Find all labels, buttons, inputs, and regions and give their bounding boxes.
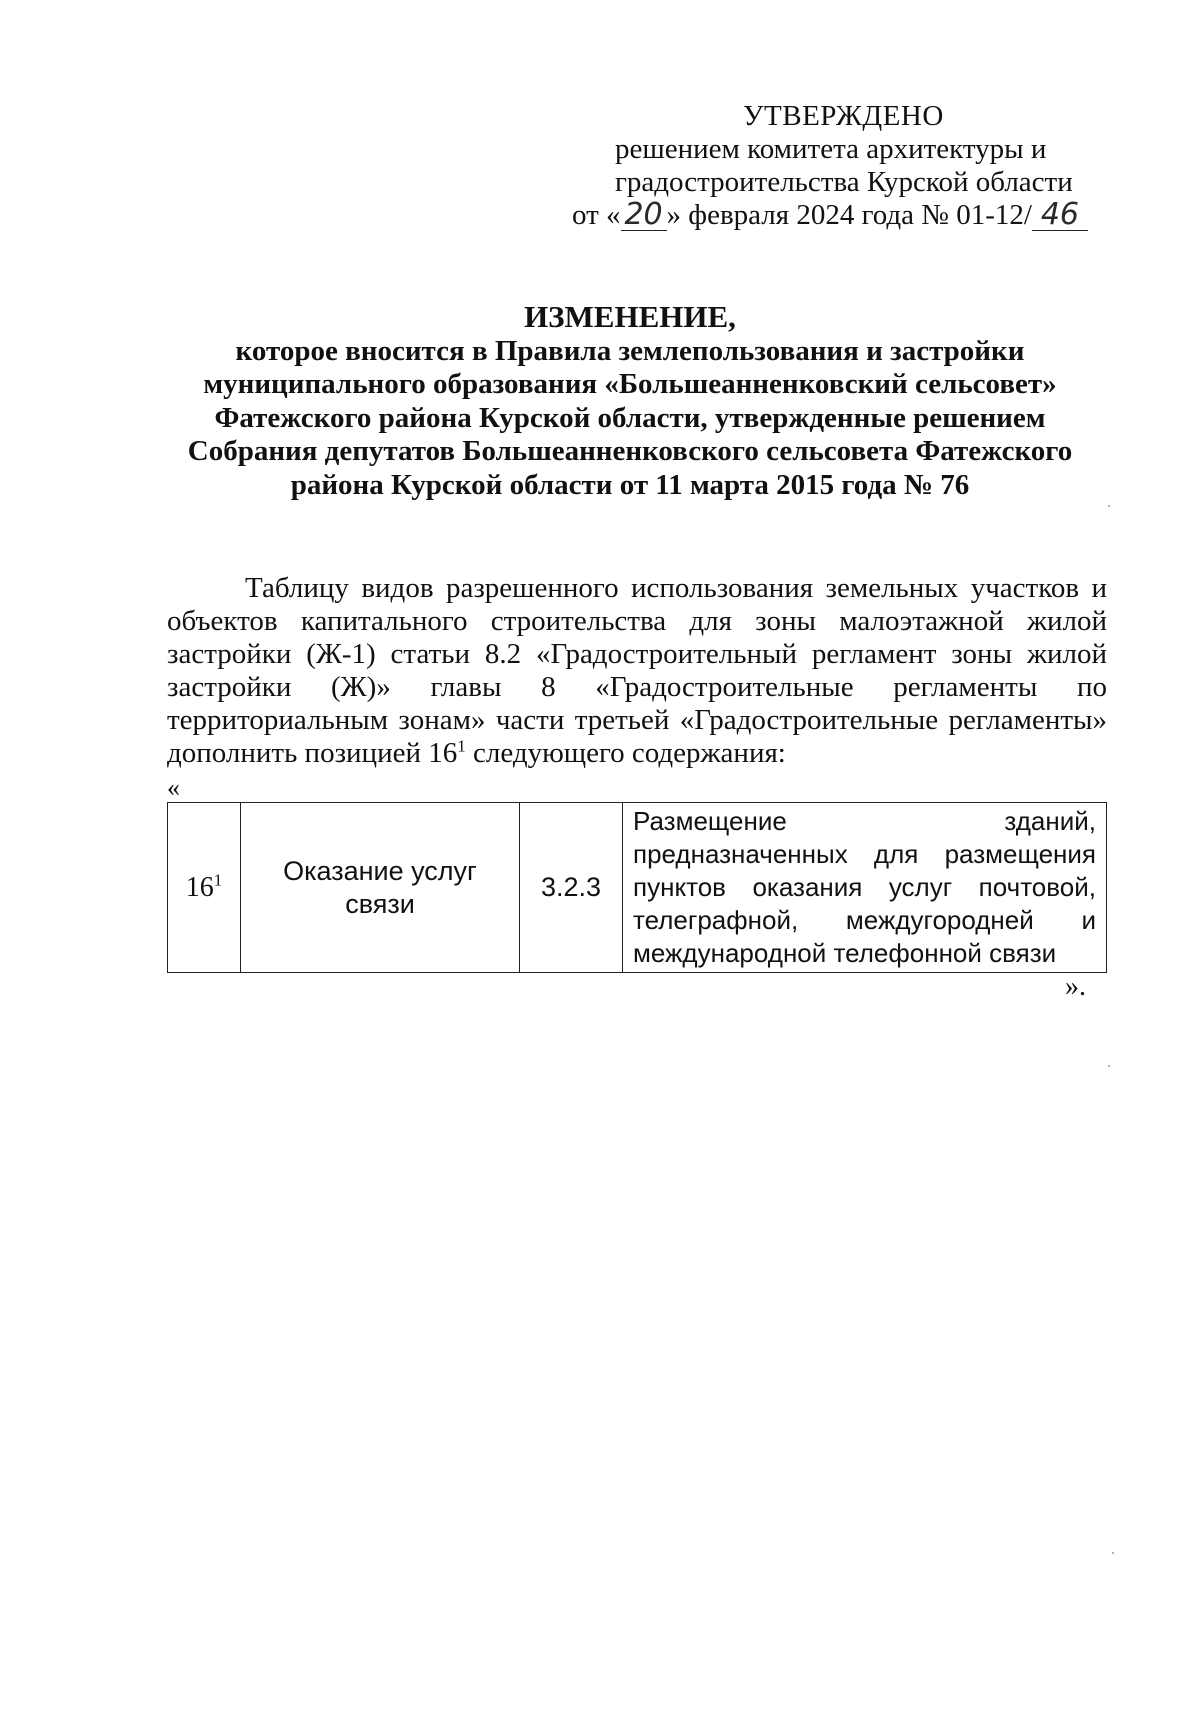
- row-number: 16: [185, 871, 214, 903]
- table-row: [168, 803, 1107, 973]
- heading-line-2: муниципального образования «Большеанненковский сельсовет»: [203, 368, 1057, 400]
- approval-line-2: градостроительства Курской области: [615, 166, 1073, 198]
- use-name-line-2: связи: [345, 888, 415, 919]
- scan-speck: [1108, 1065, 1110, 1067]
- description-line-3: пунктов оказания услуг почтовой,: [633, 872, 1096, 902]
- approval-line-1: решением комитета архитектуры и: [615, 133, 1047, 165]
- body-paragraph: [167, 572, 1107, 770]
- cell-name: [241, 803, 520, 973]
- approval-date-middle: » февраля 2024 года № 01-12/: [666, 199, 1032, 231]
- cell-description: [623, 803, 1107, 973]
- heading-line-5: района Курской области от 11 марта 2015 года № 76: [290, 468, 970, 501]
- approval-date-line: [560, 199, 1100, 232]
- land-use-table: [167, 802, 1107, 973]
- use-name-line-1: Оказание услуг: [283, 855, 477, 886]
- closing-quote: ».: [1065, 971, 1086, 1002]
- heading-main: ИЗМЕНЕНИЕ,: [524, 299, 736, 334]
- description-line-4: телеграфной, междугородней и: [633, 905, 1096, 935]
- heading-line-3: Фатежского района Курской области, утвержденные решением: [214, 401, 1046, 434]
- heading-line-4: Собрания депутатов Большеанненковского сельсовета Фатежского: [187, 435, 1073, 467]
- approval-title: УТВЕРЖДЕНО: [743, 100, 944, 132]
- scan-speck: [1108, 505, 1110, 507]
- description-line-2: предназначенных для размещения: [633, 839, 1096, 869]
- heading-line-1: которое вносится в Правила землепользования и застройки: [235, 334, 1025, 367]
- handwritten-number: 46: [1032, 200, 1088, 231]
- opening-quote: «: [167, 773, 180, 802]
- body-superscript: 1: [457, 736, 466, 756]
- cell-number: [168, 803, 241, 973]
- row-number-sup: 1: [213, 870, 223, 890]
- body-text-main: Таблицу видов разрешенного использования земельных участков и объектов капитального строительства для зоны малоэтажной жилой застройки (Ж-1) статьи 8.2 «Градостроительный регламент зоны жилой застройки (Ж)» главы 8 «Градостроительные регламенты по территориальным зонам» части третьей «Градостроительные регламенты» дополнить позицией 16: [167, 572, 1107, 769]
- scan-speck: [1112, 1552, 1114, 1554]
- body-text-end: следующего содержания:: [465, 737, 786, 769]
- handwritten-day: 20: [621, 200, 667, 231]
- approval-date-prefix: от «: [572, 199, 621, 231]
- approval-stamp: [560, 100, 1100, 232]
- cell-code: 3.2.3: [520, 803, 623, 973]
- description-line-5: международной телефонной связи: [633, 938, 1057, 968]
- document-heading: [150, 300, 1110, 502]
- description-line-1: Размещение зданий,: [633, 806, 1096, 836]
